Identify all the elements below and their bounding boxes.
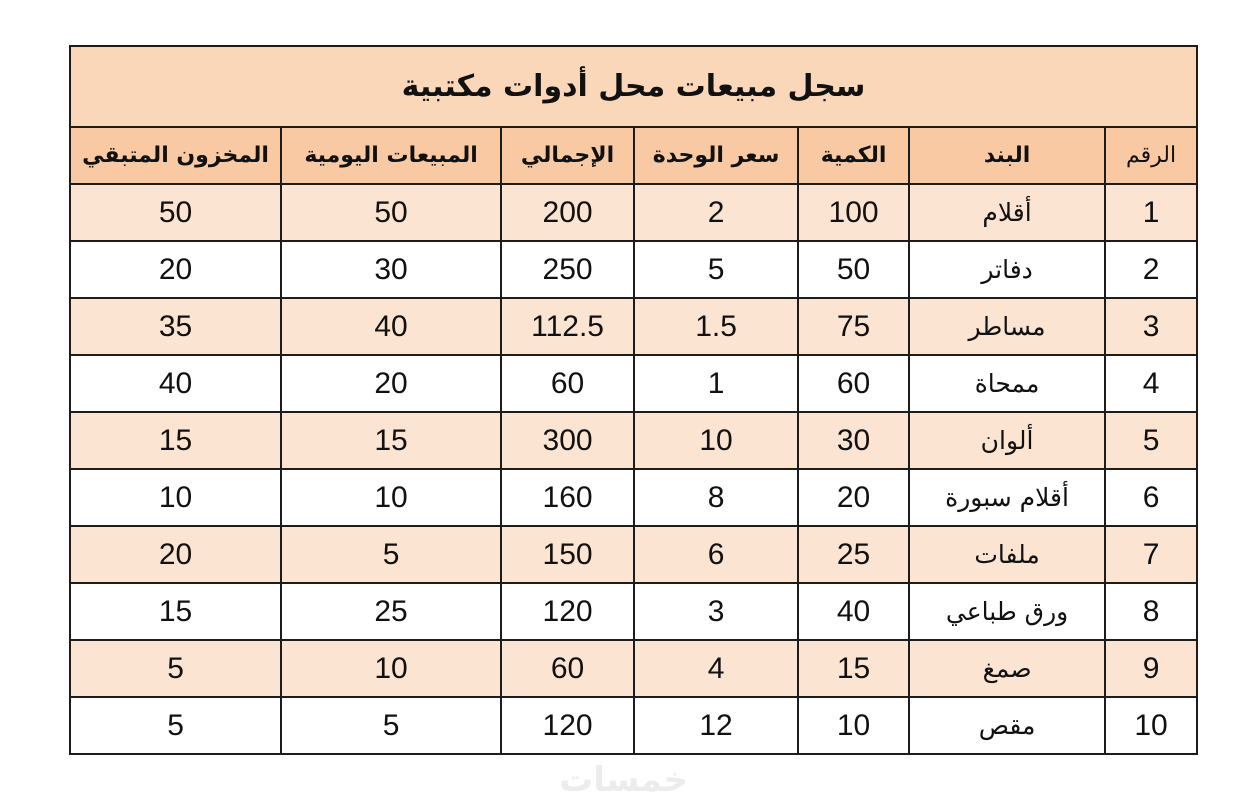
cell-daily-sales: 10 bbox=[281, 469, 501, 526]
table-row bbox=[70, 241, 1197, 298]
table-title: سجل مبيعات محل أدوات مكتبية bbox=[70, 46, 1197, 127]
col-header-total: الإجمالي bbox=[501, 127, 634, 184]
cell-remaining-stock: 35 bbox=[70, 298, 281, 355]
cell-unit-price: 5 bbox=[634, 241, 798, 298]
col-header-item: البند bbox=[909, 127, 1105, 184]
cell-total: 160 bbox=[501, 469, 634, 526]
cell-remaining-stock: 15 bbox=[70, 412, 281, 469]
cell-remaining-stock: 10 bbox=[70, 469, 281, 526]
cell-daily-sales: 20 bbox=[281, 355, 501, 412]
header-row bbox=[70, 127, 1197, 184]
cell-remaining-stock: 20 bbox=[70, 526, 281, 583]
cell-unit-price: 10 bbox=[634, 412, 798, 469]
col-header-unit-price: سعر الوحدة bbox=[634, 127, 798, 184]
cell-quantity: 10 bbox=[798, 697, 909, 754]
cell-number: 1 bbox=[1105, 184, 1197, 241]
cell-total: 120 bbox=[501, 583, 634, 640]
cell-total: 300 bbox=[501, 412, 634, 469]
cell-item: ألوان bbox=[909, 412, 1105, 469]
cell-number: 6 bbox=[1105, 469, 1197, 526]
table-row bbox=[70, 412, 1197, 469]
table-row bbox=[70, 697, 1197, 754]
cell-item: ملفات bbox=[909, 526, 1105, 583]
cell-total: 60 bbox=[501, 355, 634, 412]
cell-number: 8 bbox=[1105, 583, 1197, 640]
cell-total: 112.5 bbox=[501, 298, 634, 355]
cell-quantity: 60 bbox=[798, 355, 909, 412]
cell-number: 5 bbox=[1105, 412, 1197, 469]
cell-daily-sales: 10 bbox=[281, 640, 501, 697]
cell-number: 9 bbox=[1105, 640, 1197, 697]
cell-unit-price: 1 bbox=[634, 355, 798, 412]
cell-quantity: 50 bbox=[798, 241, 909, 298]
table-row bbox=[70, 469, 1197, 526]
cell-daily-sales: 25 bbox=[281, 583, 501, 640]
col-header-daily-sales: المبيعات اليومية bbox=[281, 127, 501, 184]
cell-item: مساطر bbox=[909, 298, 1105, 355]
cell-daily-sales: 50 bbox=[281, 184, 501, 241]
cell-item: أقلام سبورة bbox=[909, 469, 1105, 526]
cell-total: 250 bbox=[501, 241, 634, 298]
cell-item: ورق طباعي bbox=[909, 583, 1105, 640]
cell-daily-sales: 15 bbox=[281, 412, 501, 469]
table-row bbox=[70, 184, 1197, 241]
cell-number: 2 bbox=[1105, 241, 1197, 298]
cell-total: 120 bbox=[501, 697, 634, 754]
cell-unit-price: 12 bbox=[634, 697, 798, 754]
cell-quantity: 25 bbox=[798, 526, 909, 583]
cell-number: 3 bbox=[1105, 298, 1197, 355]
cell-remaining-stock: 5 bbox=[70, 640, 281, 697]
cell-quantity: 30 bbox=[798, 412, 909, 469]
cell-item: صمغ bbox=[909, 640, 1105, 697]
cell-item: ممحاة bbox=[909, 355, 1105, 412]
cell-remaining-stock: 5 bbox=[70, 697, 281, 754]
cell-quantity: 15 bbox=[798, 640, 909, 697]
cell-unit-price: 6 bbox=[634, 526, 798, 583]
cell-remaining-stock: 50 bbox=[70, 184, 281, 241]
cell-item: أقلام bbox=[909, 184, 1105, 241]
table-row bbox=[70, 640, 1197, 697]
cell-item: مقص bbox=[909, 697, 1105, 754]
sales-table bbox=[69, 45, 1198, 755]
cell-daily-sales: 30 bbox=[281, 241, 501, 298]
watermark-logo: خمسات bbox=[559, 760, 688, 800]
col-header-remaining-stock: المخزون المتبقي bbox=[70, 127, 281, 184]
cell-total: 200 bbox=[501, 184, 634, 241]
cell-daily-sales: 40 bbox=[281, 298, 501, 355]
cell-daily-sales: 5 bbox=[281, 526, 501, 583]
cell-unit-price: 8 bbox=[634, 469, 798, 526]
cell-total: 60 bbox=[501, 640, 634, 697]
cell-number: 7 bbox=[1105, 526, 1197, 583]
cell-unit-price: 2 bbox=[634, 184, 798, 241]
cell-quantity: 100 bbox=[798, 184, 909, 241]
cell-remaining-stock: 20 bbox=[70, 241, 281, 298]
table-row bbox=[70, 355, 1197, 412]
table-row bbox=[70, 526, 1197, 583]
cell-unit-price: 4 bbox=[634, 640, 798, 697]
table-row bbox=[70, 583, 1197, 640]
cell-quantity: 40 bbox=[798, 583, 909, 640]
cell-unit-price: 1.5 bbox=[634, 298, 798, 355]
col-header-number: الرقم bbox=[1105, 127, 1197, 184]
cell-item: دفاتر bbox=[909, 241, 1105, 298]
cell-number: 4 bbox=[1105, 355, 1197, 412]
cell-quantity: 75 bbox=[798, 298, 909, 355]
table-row bbox=[70, 298, 1197, 355]
cell-remaining-stock: 15 bbox=[70, 583, 281, 640]
cell-quantity: 20 bbox=[798, 469, 909, 526]
cell-unit-price: 3 bbox=[634, 583, 798, 640]
cell-total: 150 bbox=[501, 526, 634, 583]
col-header-quantity: الكمية bbox=[798, 127, 909, 184]
cell-daily-sales: 5 bbox=[281, 697, 501, 754]
cell-remaining-stock: 40 bbox=[70, 355, 281, 412]
sales-log-sheet bbox=[69, 45, 1196, 754]
cell-number: 10 bbox=[1105, 697, 1197, 754]
